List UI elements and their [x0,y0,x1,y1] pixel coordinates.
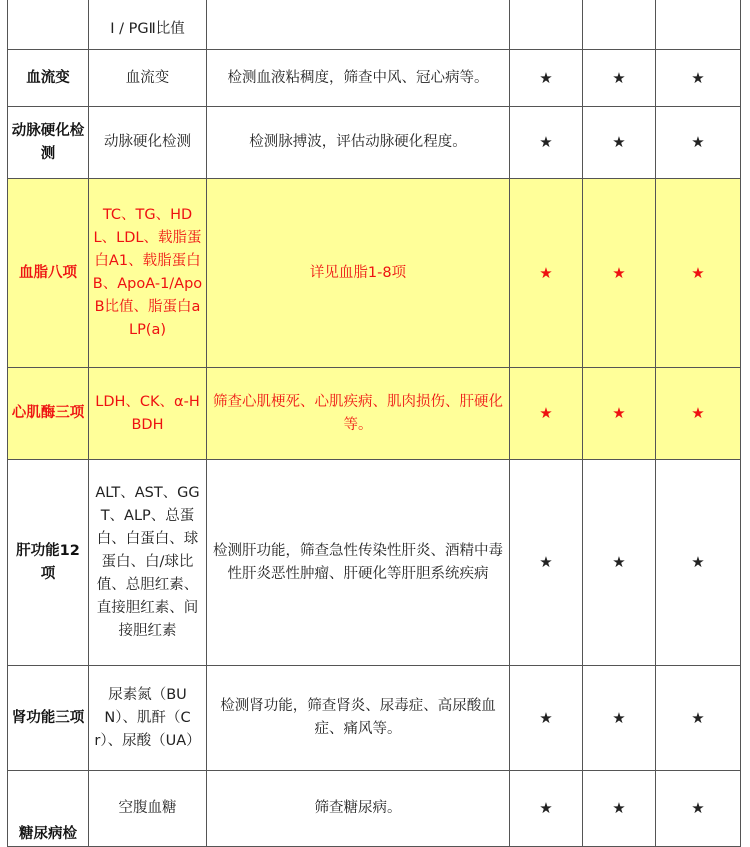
table-row [8,179,741,368]
checkup-items-table [7,0,741,847]
star-cell [656,0,741,50]
star-cell: ★ [510,179,583,368]
star-cell: ★ [583,107,656,179]
star-cell: ★ [656,50,741,107]
items-cell: 动脉硬化检测 [89,107,207,179]
star-cell [583,0,656,50]
category-cell: 血流变 [8,50,89,107]
category-cell: 肝功能12项 [8,460,89,666]
description-cell: 筛查糖尿病。 [207,771,510,847]
star-cell [510,0,583,50]
table-row [8,771,741,847]
star-cell: ★ [510,460,583,666]
description-cell: 检测脉搏波，评估动脉硬化程度。 [207,107,510,179]
items-text: Ⅰ / PGⅡ比值 [110,21,185,37]
description-cell: 检测肾功能，筛查肾炎、尿毒症、高尿酸血症、痛风等。 [207,666,510,771]
star-cell: ★ [583,666,656,771]
star-cell: ★ [656,460,741,666]
star-cell: ★ [656,179,741,368]
star-cell: ★ [656,666,741,771]
table-row [8,107,741,179]
star-cell: ★ [510,107,583,179]
category-cell: 肾功能三项 [8,666,89,771]
table-row [8,460,741,666]
category-cell [8,0,89,50]
items-cell: 空腹血糖 [89,771,207,847]
items-cell: LDH、CK、α-HBDH [89,368,207,460]
category-cell: 血脂八项 [8,179,89,368]
description-cell: 检测血液粘稠度，筛查中风、冠心病等。 [207,50,510,107]
star-cell: ★ [510,368,583,460]
category-cell: 糖尿病检 [8,771,89,847]
star-cell: ★ [656,107,741,179]
star-cell: ★ [583,460,656,666]
description-cell: 详见血脂1-8项 [207,179,510,368]
table-row [8,368,741,460]
items-cell: ALT、AST、GGT、ALP、总蛋白、白蛋白、球蛋白、白/球比值、总胆红素、直接胆红素、间接胆红素 [89,460,207,666]
category-cell: 心肌酶三项 [8,368,89,460]
items-cell: TC、TG、HDL、LDL、载脂蛋白A1、载脂蛋白B、ApoA-1/ApoB比值、脂蛋白aLP(a) [89,179,207,368]
description-cell: 检测肝功能，筛查急性传染性肝炎、酒精中毒性肝炎恶性肿瘤、肝硬化等肝胆系统疾病 [207,460,510,666]
star-cell: ★ [583,50,656,107]
star-cell: ★ [656,771,741,847]
category-cell: 动脉硬化检测 [8,107,89,179]
table-row [8,666,741,771]
description-cell [207,0,510,50]
star-cell: ★ [510,666,583,771]
star-cell: ★ [583,368,656,460]
star-cell: ★ [583,771,656,847]
star-cell: ★ [583,179,656,368]
description-cell: 筛查心肌梗死、心肌疾病、肌肉损伤、肝硬化等。 [207,368,510,460]
star-cell: ★ [510,50,583,107]
table-row [8,0,741,50]
star-cell: ★ [510,771,583,847]
items-cell: 血流变 [89,50,207,107]
items-cell [89,0,207,50]
items-cell: 尿素氮（BUN）、肌酐（Cr）、尿酸（UA） [89,666,207,771]
table-row [8,50,741,107]
star-cell: ★ [656,368,741,460]
